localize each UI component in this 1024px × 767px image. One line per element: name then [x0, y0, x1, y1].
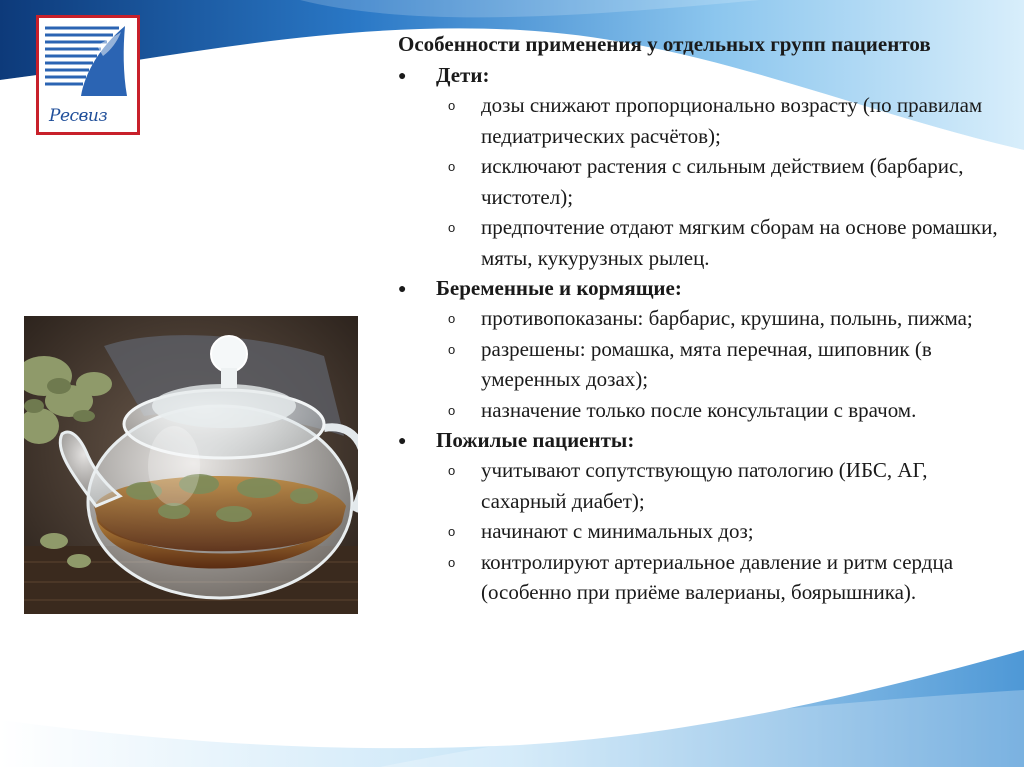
- sub-bullet-icon: o: [448, 341, 456, 357]
- list-item-text: противопоказаны: барбарис, крушина, полынь, пижма;: [481, 306, 973, 330]
- list-item-text: назначение только после консультации с врачом.: [481, 397, 917, 422]
- list-item-text: начинают с минимальных доз;: [481, 519, 754, 543]
- list-item: [398, 516, 1008, 547]
- group-bullet-icon: ●: [398, 69, 407, 84]
- sub-bullet-icon: o: [448, 311, 456, 326]
- sub-bullet-icon: o: [448, 402, 456, 418]
- sub-bullet-icon: o: [448, 98, 456, 113]
- sub-bullet-icon: o: [448, 463, 456, 478]
- list-item: [398, 334, 1008, 395]
- list-item: [398, 303, 1008, 334]
- list-item: [398, 151, 1008, 212]
- group-bullet-icon: ●: [398, 434, 407, 449]
- list-item: [398, 90, 1008, 151]
- list-item: [398, 212, 1008, 273]
- publisher-logo: [36, 15, 140, 135]
- sub-bullet-icon: o: [448, 554, 456, 570]
- list-item: [398, 455, 1008, 516]
- group-title: Беременные и кормящие:: [436, 276, 682, 300]
- group-title: Дети:: [436, 63, 490, 87]
- slide-title: Особенности применения у отдельных групп пациентов: [398, 32, 931, 56]
- group-title: Пожилые пациенты:: [436, 428, 635, 452]
- patient-groups-list: [398, 60, 1008, 608]
- sub-bullet-icon: o: [448, 524, 456, 539]
- group-items: [436, 455, 1008, 608]
- list-item-text: дозы снижают пропорционально возрасту (по правилам педиатрических расчётов);: [481, 93, 983, 148]
- list-item-text: исключают растения с сильным действием (барбарис, чистотел);: [481, 154, 964, 209]
- group-elderly: [398, 425, 1008, 608]
- sub-bullet-icon: o: [448, 220, 456, 235]
- group-children: [398, 60, 1008, 273]
- list-item-text: учитывают сопутствующую патологию (ИБС, АГ, сахарный диабет);: [481, 458, 928, 513]
- teapot-herbal-infusion-photo: [24, 316, 358, 614]
- logo-text: Ресвиз: [49, 106, 108, 126]
- group-pregnant-nursing: [398, 273, 1008, 425]
- list-item-text: предпочтение отдают мягким сборам на основе ромашки, мяты, кукурузных рылец.: [481, 215, 998, 270]
- group-bullet-icon: ●: [398, 282, 407, 297]
- list-item: [398, 547, 1008, 608]
- group-items: [436, 90, 1008, 273]
- slide-content: [398, 28, 1008, 608]
- sub-bullet-icon: o: [448, 159, 456, 174]
- list-item-text: контролируют артериальное давление и ритм сердца (особенно при приёме валерианы, боярышника).: [481, 549, 954, 604]
- list-item-text: разрешены: ромашка, мята перечная, шиповник (в умеренных дозах);: [481, 336, 932, 391]
- list-item: [398, 395, 1008, 426]
- group-items: [436, 303, 1008, 425]
